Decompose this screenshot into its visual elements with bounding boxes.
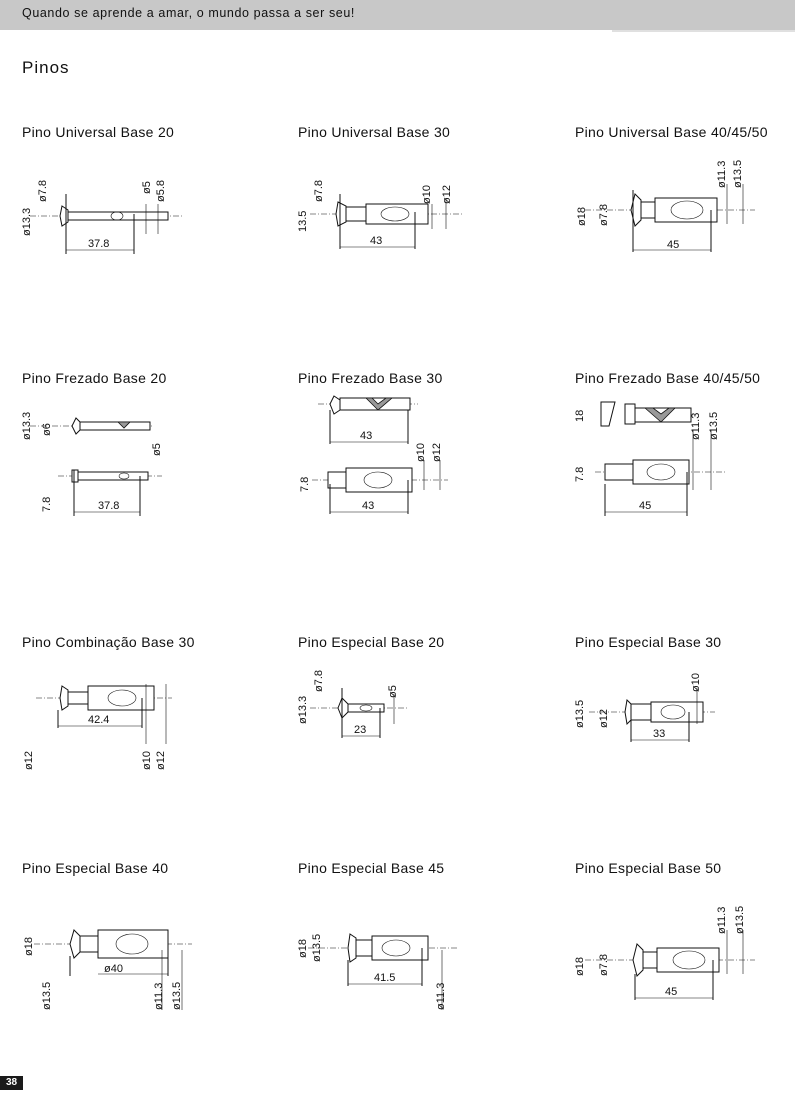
dim-d2: ø13.5 — [311, 933, 323, 962]
dim-d3: ø12 — [155, 751, 167, 770]
item-pino-frezado-base-40-45-50 — [575, 370, 795, 570]
item-pino-universal-base-40-45-50 — [575, 124, 795, 324]
dim-d3: ø13.5 — [708, 411, 720, 440]
dim-d3: ø10 — [421, 185, 433, 204]
dim-d4: 7.8 — [41, 496, 53, 512]
dim-d4: 7.8 — [299, 476, 311, 492]
dim-d2: ø10 — [141, 751, 153, 770]
dim-d4: 7.8 — [574, 466, 586, 482]
dim-length: 41.5 — [374, 972, 396, 984]
dim-d2: ø11.3 — [690, 412, 702, 440]
dim-d2: ø12 — [598, 709, 610, 728]
technical-drawing — [575, 890, 765, 1020]
dim-d4: ø5.8 — [155, 179, 167, 202]
item-title: Pino Especial Base 30 — [575, 634, 722, 650]
dim-d2: ø7.8 — [598, 203, 610, 226]
technical-drawing — [298, 400, 478, 530]
item-title: Pino Frezado Base 30 — [298, 370, 443, 386]
dim-d1: ø7.8 — [313, 669, 325, 692]
technical-drawing — [22, 890, 202, 1020]
dim-d3: ø11.3 — [716, 160, 728, 188]
technical-drawing — [298, 890, 478, 1020]
technical-drawing — [298, 664, 478, 774]
technical-drawing — [575, 664, 765, 774]
technical-drawing — [22, 154, 202, 264]
dim-d3: ø5 — [141, 181, 153, 194]
item-pino-combinacao-base-30 — [22, 634, 262, 834]
dim-d2: ø13.3 — [297, 695, 309, 724]
technical-drawing — [575, 400, 765, 530]
dim-d1: ø13.5 — [574, 699, 586, 728]
dim-d2: ø13.5 — [41, 981, 53, 1010]
item-title: Pino Frezado Base 20 — [22, 370, 167, 386]
header-bar — [0, 0, 795, 30]
dim-length: 45 — [667, 239, 680, 251]
dim-d1: 43 — [360, 430, 373, 442]
dim-length: 45 — [639, 500, 652, 512]
item-title: Pino Universal Base 40/45/50 — [575, 124, 768, 140]
dim-d1: 18 — [574, 409, 586, 422]
item-pino-especial-base-45 — [298, 860, 538, 1060]
item-pino-especial-base-40 — [22, 860, 262, 1060]
dim-d4: ø13.5 — [734, 905, 746, 934]
dim-d4: ø13.5 — [732, 159, 744, 188]
dim-d1: ø18 — [574, 957, 586, 976]
dim-d1: ø12 — [23, 751, 35, 770]
dim-length: 37.8 — [88, 238, 110, 250]
dim-d3: ø12 — [431, 443, 443, 462]
dim-length: 45 — [665, 986, 678, 998]
technical-drawing — [22, 664, 202, 774]
item-title: Pino Especial Base 20 — [298, 634, 445, 650]
item-pino-especial-base-30 — [575, 634, 795, 834]
item-pino-especial-base-50 — [575, 860, 795, 1060]
dim-length: 42.4 — [88, 714, 110, 726]
page-number: 38 — [0, 1076, 23, 1090]
dim-d1: ø18 — [23, 937, 35, 956]
dim-length: 23 — [354, 724, 367, 736]
dim-d3: ø5 — [387, 685, 399, 698]
item-title: Pino Especial Base 50 — [575, 860, 722, 876]
dim-d1: ø18 — [297, 939, 309, 958]
dim-d2: ø13.3 — [21, 207, 33, 236]
header-divider — [612, 30, 795, 32]
dim-d4: ø11.3 — [153, 982, 165, 1010]
dim-d3: ø11.3 — [716, 906, 728, 934]
dim-length: 43 — [370, 235, 383, 247]
item-title: Pino Combinação Base 30 — [22, 634, 195, 650]
technical-drawing — [22, 400, 202, 530]
dim-d3: ø11.3 — [435, 982, 447, 1010]
header-tagline: Quando se aprende a amar, o mundo passa a ser seu! — [22, 6, 355, 20]
dim-length: 43 — [362, 500, 375, 512]
dim-d2: ø7.8 — [598, 953, 610, 976]
item-title: Pino Universal Base 20 — [22, 124, 175, 140]
dim-d3: ø10 — [690, 673, 702, 692]
technical-drawing — [298, 154, 478, 264]
dim-d2: ø10 — [415, 443, 427, 462]
dim-length: 37.8 — [98, 500, 120, 512]
dim-d5: ø13.5 — [171, 981, 183, 1010]
section-title: Pinos — [22, 58, 70, 77]
item-pino-especial-base-20 — [298, 634, 538, 834]
item-title: Pino Universal Base 30 — [298, 124, 451, 140]
item-pino-universal-base-20 — [22, 124, 262, 324]
dim-d2: 13.5 — [297, 210, 309, 232]
dim-d3: ø40 — [104, 963, 123, 975]
dim-length: 33 — [653, 728, 666, 740]
item-title: Pino Especial Base 40 — [22, 860, 169, 876]
dim-d1: ø7.8 — [37, 179, 49, 202]
item-pino-universal-base-30 — [298, 124, 538, 324]
dim-d3: ø5 — [151, 443, 163, 456]
dim-d1: ø18 — [576, 207, 588, 226]
dim-d2: ø6 — [41, 423, 53, 436]
item-title: Pino Frezado Base 40/45/50 — [575, 370, 761, 386]
item-pino-frezado-base-20 — [22, 370, 262, 570]
dim-d1: ø13.3 — [21, 411, 33, 440]
dim-d1: ø7.8 — [313, 179, 325, 202]
item-title: Pino Especial Base 45 — [298, 860, 445, 876]
technical-drawing — [575, 154, 765, 264]
dim-d4: ø12 — [441, 185, 453, 204]
item-pino-frezado-base-30 — [298, 370, 538, 570]
